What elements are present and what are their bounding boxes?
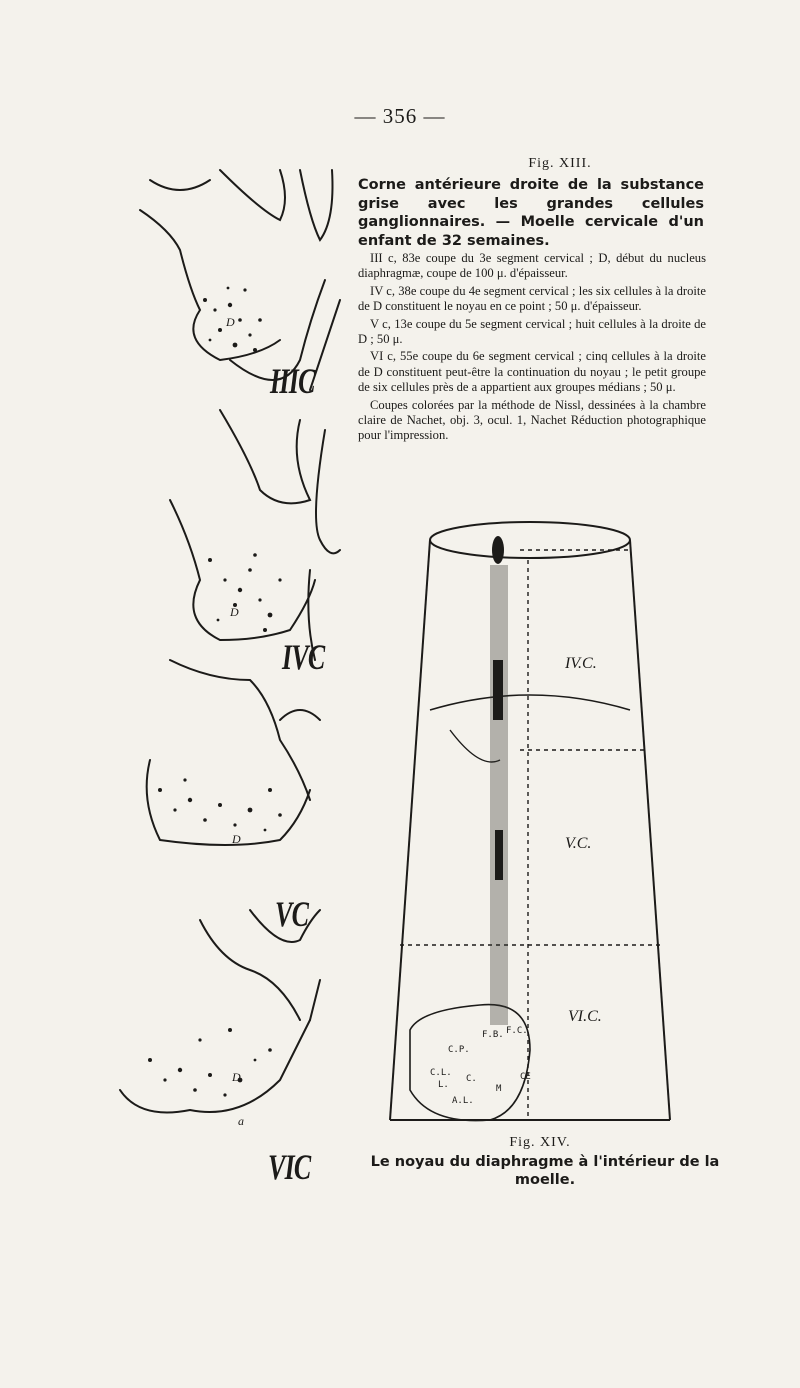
fig14-label-l: L.	[438, 1080, 449, 1090]
fig14-label-cl: C.L.	[430, 1068, 452, 1078]
fig13-label: Fig. XIII.	[528, 156, 592, 171]
fig14-label-fc: F.C.	[506, 1026, 528, 1036]
fig14-label-c: C.	[466, 1074, 477, 1084]
fig14-label-fb: F.B.	[482, 1030, 504, 1040]
fig14-label-cp: C.P.	[448, 1045, 470, 1055]
column-label-v: V.C.	[565, 835, 592, 852]
caption-paragraph: Coupes colorées par la méthode de Nissl, dessinées à la chambre claire de Nachet, obj. 3, ocul. 1, Nachet Réduction photographique pour l'impression.	[358, 397, 706, 443]
caption-paragraph: V c, 13e coupe du 5e segment cervical ; huit cellules à la droite de D ; 50 μ.	[358, 316, 706, 347]
section-label-vi: VIC	[268, 1147, 311, 1187]
fig14-spinal-cord-diagram	[370, 510, 690, 1130]
column-label-iv: IV.C.	[565, 655, 597, 672]
label-d-iv: D	[230, 605, 239, 619]
fig14-label: Fig. XIV.	[509, 1135, 571, 1150]
section-label-iii: IIIC	[270, 361, 315, 401]
section-label-iv: IVC	[282, 637, 325, 677]
fig14-label-al: A.L.	[452, 1096, 474, 1106]
label-d-v: D	[232, 832, 241, 846]
caption-paragraph: VI c, 55e coupe du 6e segment cervical ; cinq cellules à la droite de D constituent peut-être la continuation du noyau ; le petit groupe de six cellules près de a appartient aux groupes médians ; 50 μ.	[358, 349, 706, 395]
fig13-title: Corne antérieure droite de la substance grise avec les grandes cellules ganglionnaires. — Moelle cervicale d'un enfant de 32 semaines.	[358, 177, 704, 249]
column-label-vi: VI.C.	[568, 1008, 602, 1025]
section-label-v: VC	[275, 894, 309, 934]
fig13-caption	[358, 251, 706, 444]
caption-paragraph: III c, 83e coupe du 3e segment cervical ; D, début du nucleus diaphragmæ, coupe de 100 μ. d'épaisseur.	[358, 251, 706, 281]
caption-paragraph: IV c, 38e coupe du 4e segment cervical ; les six cellules à la droite de D constituent le noyau en ce point ; 50 μ. d'épaisseur.	[358, 283, 706, 314]
label-d-iii: D	[226, 315, 235, 329]
label-a-vi: a	[238, 1114, 244, 1128]
label-d-vi: D	[232, 1070, 241, 1084]
fig14-label-ce: CE	[520, 1072, 531, 1082]
fig14-label-m: M	[496, 1084, 502, 1094]
page-number: — 356 —	[354, 104, 446, 128]
fig14-title: Le noyau du diaphragme à l'intérieur de la moelle.	[370, 1154, 720, 1188]
